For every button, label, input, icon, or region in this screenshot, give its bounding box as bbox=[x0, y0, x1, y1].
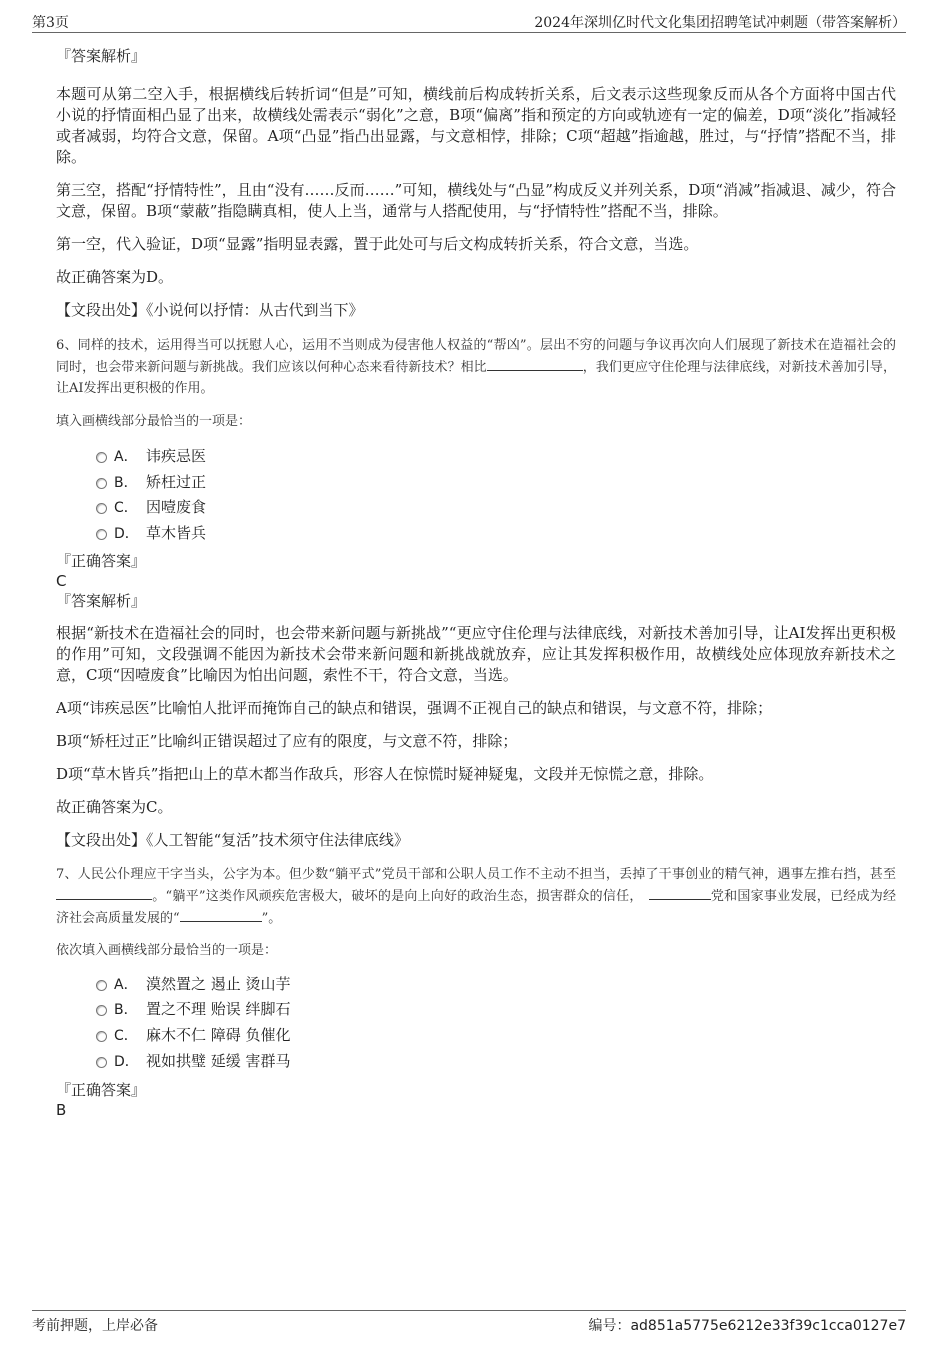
q6-source: 【文段出处】《人工智能“复活”技术须守住法律底线》 bbox=[56, 830, 409, 849]
q6-stem-text-1: 6、同样的技术，运用得当可以抚慰人心，运用不当则成为侵害他人权益的“帮凶”。层出不穷的问题与争议再次向人们展现了新技术在造福社会的同时，也会带来新问题与新挑战。我们应该以何种心态来看待新技术？相比 bbox=[56, 338, 896, 375]
q6-analysis-para-4: D项“草木皆兵”指把山上的草木都当作敌兵，形容人在惊慌时疑神疑鬼，文段并无惊慌之意，排除。 bbox=[56, 764, 714, 783]
q7-option-a[interactable]: A． 漠然置之 遏止 烫山芋 bbox=[56, 972, 896, 998]
q7-blank-3 bbox=[180, 907, 262, 922]
footer-code-label: 编号： bbox=[588, 1318, 631, 1334]
document-body bbox=[56, 42, 896, 1120]
q6-option-d[interactable]: D． 草木皆兵 bbox=[56, 521, 896, 547]
q7-option-c[interactable]: C． 麻木不仁 障碍 负催化 bbox=[56, 1023, 896, 1049]
radio-icon[interactable] bbox=[96, 1031, 107, 1042]
q7-correct-answer: B bbox=[56, 1100, 67, 1119]
q7-blank-2 bbox=[649, 885, 711, 900]
radio-icon[interactable] bbox=[96, 980, 107, 991]
q6-analysis-label: 『答案解析』 bbox=[56, 591, 147, 610]
radio-icon[interactable] bbox=[96, 529, 107, 540]
q6-option-c[interactable]: C． 因噎废食 bbox=[56, 495, 896, 521]
q7-stem-text-4: ”。 bbox=[261, 910, 282, 926]
q7-blank-1 bbox=[56, 885, 152, 900]
q6-analysis-para-1: 根据“新技术在造福社会的同时，也会带来新问题与新挑战”“更应守住伦理与法律底线，对新技术善加引导，让AI发挥出更积极的作用”可知，文段强调不能因为新技术会带来新问题和新挑战就放弃，应让其发挥积极作用，故横线处应体现放弃新技术之意，C项“因噎废食”比喻因为怕出问题，索性不干，符合文意，当选。 bbox=[56, 623, 896, 684]
q6-instruction: 填入画横线部分最恰当的一项是： bbox=[56, 414, 252, 429]
radio-icon[interactable] bbox=[96, 478, 107, 489]
footer-slogan: 考前押题，上岸必备 bbox=[32, 1318, 158, 1334]
q7-correct-label: 『正确答案』 bbox=[56, 1080, 147, 1099]
q5-analysis-para-3: 第一空，代入验证，D项“显露”指明显表露，置于此处可与后文构成转折关系，符合文意，当选。 bbox=[56, 235, 699, 253]
page-header bbox=[32, 12, 906, 33]
q5-analysis-para-1: 本题可从第二空入手，根据横线后转折词“但是”可知，横线前后构成转折关系，后文表示这些现象反而从各个方面将中国古代小说的抒情面相凸显了出来，故横线处需表示“弱化”之意，B项“偏离”指和预定的方向或轨迹有一定的偏差，D项“淡化”指减轻或者减弱，均符合文意，保留。A项“凸显”指凸出显露，与文意相悖，排除；C项“超越”指逾越，胜过，与“抒情”搭配不当，排除。 bbox=[56, 85, 896, 166]
q6-correct-label: 『正确答案』 bbox=[56, 551, 147, 570]
q5-analysis-para-4: 故正确答案为D。 bbox=[56, 268, 174, 286]
footer-code bbox=[588, 1315, 906, 1335]
q6-analysis-para-5: 故正确答案为C。 bbox=[56, 797, 173, 816]
document-title: 2024年深圳亿时代文化集团招聘笔试冲刺题（带答案解析） bbox=[534, 15, 906, 31]
radio-icon[interactable] bbox=[96, 1005, 107, 1016]
q7-option-b[interactable]: B． 置之不理 贻误 绊脚石 bbox=[56, 997, 896, 1023]
q6-options bbox=[56, 444, 896, 547]
q7-stem-text-3: 党和国家事业发展，已经成为经济社会高质量发展的“ bbox=[56, 888, 896, 926]
q6-blank bbox=[487, 356, 583, 371]
q6-analysis-para-2: A项“讳疾忌医”比喻怕人批评而掩饰自己的缺点和错误，强调不正视自己的缺点和错误，与文意不符，排除； bbox=[56, 698, 773, 717]
q7-stem-text-1: 7、人民公仆理应干字当头，公字为本。但少数“躺平式”党员干部和公职人员工作不主动不担当，丢掉了干事创业的精气神，遇事左推右挡，甚至 bbox=[56, 866, 896, 882]
q7-instruction: 依次填入画横线部分最恰当的一项是： bbox=[56, 942, 278, 958]
q7-option-d[interactable]: D． 视如拱璧 延缓 害群马 bbox=[56, 1049, 896, 1075]
q7-options bbox=[56, 972, 896, 1075]
q6-analysis-para-3: B项“矫枉过正”比喻纠正错误超过了应有的限度，与文意不符，排除； bbox=[56, 731, 518, 750]
q6-stem-text-2: ，我们更应守住伦理与法律底线，对新技术善加引导，让AI发挥出更积极的作用。 bbox=[56, 360, 896, 396]
q7-stem-text-2: 。“躺平”这类作风顽疾危害极大，破坏的是向上向好的政治生态，损害群众的信任， bbox=[152, 888, 643, 904]
q5-source: 【文段出处】《小说何以抒情：从古代到当下》 bbox=[56, 301, 364, 319]
radio-icon[interactable] bbox=[96, 1057, 107, 1068]
page-footer bbox=[32, 1310, 906, 1333]
radio-icon[interactable] bbox=[96, 503, 107, 514]
q6-option-b[interactable]: B． 矫枉过正 bbox=[56, 470, 896, 496]
q7-stem bbox=[56, 864, 896, 929]
page-number: 第3页 bbox=[32, 15, 69, 31]
footer-code-value: ad851a5775e6212e33f39c1cca0127e7 bbox=[630, 1318, 906, 1334]
q6-stem bbox=[56, 335, 896, 399]
q6-correct-answer: C bbox=[56, 571, 67, 590]
q5-analysis-para-2: 第三空，搭配“抒情特性”，且由“没有……反而……”可知，横线处与“凸显”构成反义并列关系，D项“消减”指减退、减少，符合文意，保留。B项“蒙蔽”指隐瞒真相，使人上当，通常与人搭配使用，与“抒情特性”搭配不当，排除。 bbox=[56, 181, 896, 220]
radio-icon[interactable] bbox=[96, 452, 107, 463]
q5-analysis-label: 『答案解析』 bbox=[56, 47, 147, 65]
q6-option-a[interactable]: A． 讳疾忌医 bbox=[56, 444, 896, 470]
